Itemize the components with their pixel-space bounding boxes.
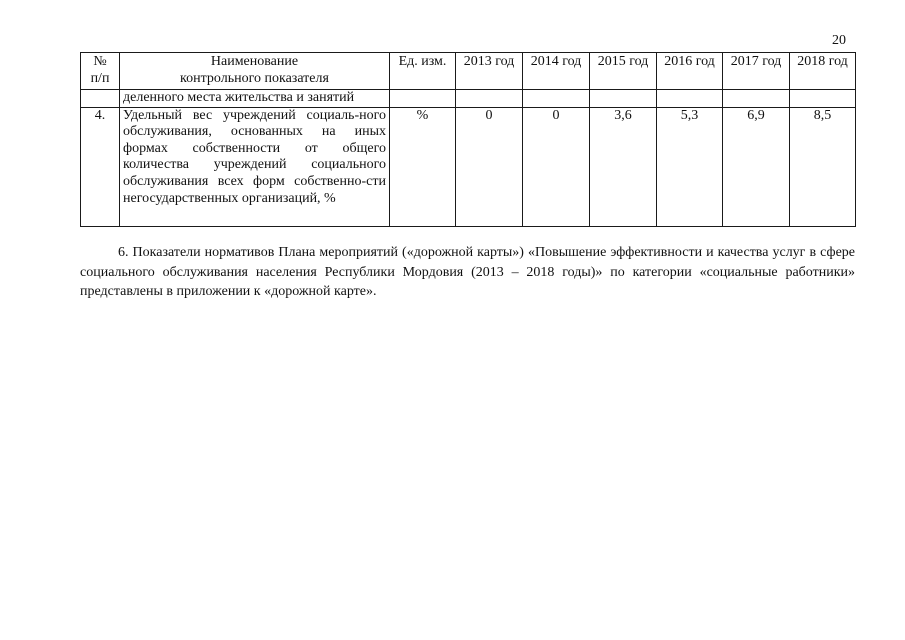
- row-value-2017: 6,9: [723, 107, 790, 226]
- row-num: 4.: [81, 107, 120, 226]
- cont-unit-cell: [390, 90, 456, 108]
- header-num-line2: п/п: [90, 70, 110, 86]
- cont-cell-2014: [523, 90, 590, 108]
- table-row: [81, 107, 856, 226]
- cont-cell-2015: [590, 90, 657, 108]
- row-value-2014: 0: [523, 107, 590, 226]
- row-unit: %: [390, 107, 456, 226]
- header-name-line1: Наименование: [210, 54, 299, 69]
- row-value-2016: 5,3: [657, 107, 723, 226]
- header-unit: Ед. изм.: [390, 53, 456, 90]
- header-num: [81, 53, 120, 90]
- continuation-text: деленного места жительства и занятий: [120, 90, 390, 108]
- row-value-2018: 8,5: [790, 107, 856, 226]
- cont-cell-2013: [456, 90, 523, 108]
- row-value-2013: 0: [456, 107, 523, 226]
- table-row: [81, 90, 856, 108]
- row-value-2015: 3,6: [590, 107, 657, 226]
- body-paragraph: 6. Показатели нормативов Плана мероприятий («дорожной карты») «Повышение эффективности и качества услуг в сфере социального обслуживания населения Республики Мордовия (2013 – 2018 годы)» по категории «социальные работники» представлены в приложении к «дорожной карте».: [80, 245, 855, 299]
- cont-num-cell: [81, 90, 120, 108]
- header-year-2015: 2015 год: [590, 53, 657, 90]
- header-year-2017: 2017 год: [723, 53, 790, 90]
- indicators-table: [80, 52, 856, 227]
- header-year-2013: 2013 год: [456, 53, 523, 90]
- header-year-2016: 2016 год: [657, 53, 723, 90]
- cont-cell-2016: [657, 90, 723, 108]
- cont-cell-2018: [790, 90, 856, 108]
- header-year-2014: 2014 год: [523, 53, 590, 90]
- header-name: [120, 53, 390, 90]
- table-header-row: [81, 53, 856, 90]
- header-name-line2: контрольного показателя: [180, 70, 329, 86]
- page-number: 20: [832, 33, 846, 48]
- row-indicator-name: Удельный вес учреждений социаль-ного обслуживания, основанных на иных формах собственности от общего количества учреждений социального обслуживания всех форм собственно-сти негосударственных организаций, %: [120, 107, 390, 226]
- header-year-2018: 2018 год: [790, 53, 856, 90]
- cont-cell-2017: [723, 90, 790, 108]
- header-num-line1: №: [93, 54, 107, 69]
